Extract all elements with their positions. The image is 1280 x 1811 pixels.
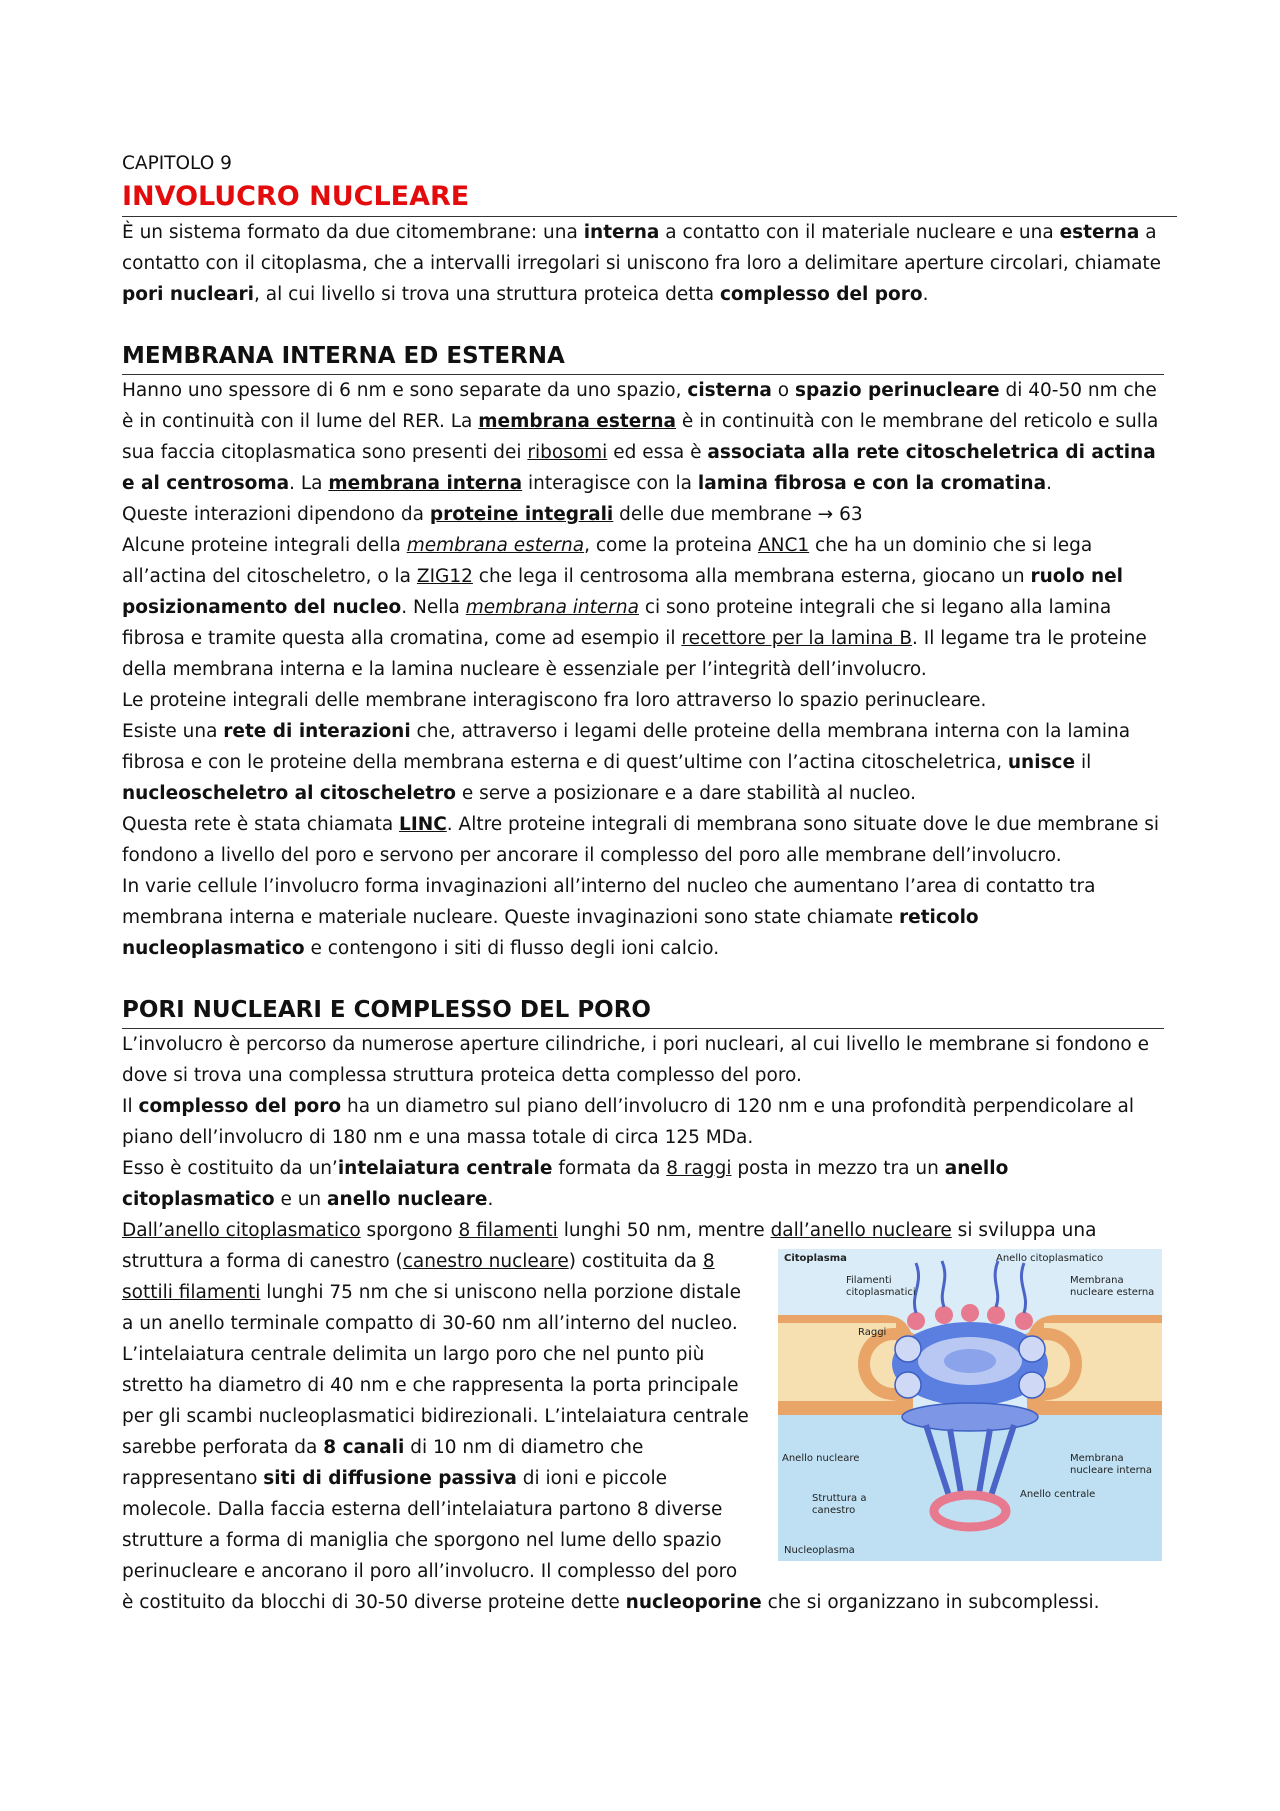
paragraph: L’intelaiatura centrale delimita un largo poro che nel punto più stretto ha diametro di 40 nm e che rappresenta la porta principale per gli scambi nucleoplasmatici bidirezionali. L’intelaiatura centrale sarebbe perforata da 8 canali di 10 nm di diametro che rappresentano siti di diffusione passiva di ioni e piccole molecole. Dalla faccia esterna dell’intelaiatura partono 8 diverse strutture a forma di maniglia che sporgono nel lume dello spazio perinucleare e ancorano il poro all’involucro. Il complesso del poro è costituito da blocchi di 30-50 diverse proteine dette nucleoporine che si organizzano in subcomplessi.: [122, 1344, 1100, 1613]
figure-label: Membrana: [1070, 1275, 1124, 1286]
figure-label: Anello centrale: [1020, 1489, 1096, 1500]
spoke: [895, 1336, 921, 1362]
page-title: INVOLUCRO NUCLEARE: [122, 181, 470, 212]
spoke: [1019, 1336, 1045, 1362]
nuclear-ring: [902, 1403, 1038, 1431]
figure-label: Raggi: [858, 1327, 887, 1338]
figure-label: canestro: [812, 1505, 856, 1516]
figure-label: Anello nucleare: [782, 1453, 860, 1464]
paragraph: Queste interazioni dipendono da proteine integrali delle due membrane → 63: [122, 504, 863, 525]
figure-label: Struttura a: [812, 1493, 867, 1504]
figure-label: Membrana: [1070, 1453, 1124, 1464]
spoke: [1019, 1372, 1045, 1398]
chapter-label: CAPITOLO 9: [122, 153, 232, 174]
figure-label: nucleare interna: [1070, 1465, 1153, 1476]
paragraph: L’involucro è percorso da numerose aperture cilindriche, i pori nucleari, al cui livello le membrane si fondono e dove si trova una complessa struttura proteica detta complesso del poro.: [122, 1034, 1150, 1086]
figure-label: nucleare esterna: [1070, 1287, 1155, 1298]
paragraph: In varie cellule l’involucro forma invaginazioni all’interno del nucleo che aumentano l’area di contatto tra membrana interna e materiale nucleare. Queste invaginazioni sono state chiamate reticolo nucleoplasmatico e contengono i siti di flusso degli ioni calcio.: [122, 876, 1096, 959]
paragraph: Dall’anello citoplasmatico sporgono 8 filamenti lunghi 50 nm, mentre dall’anello nucleare si sviluppa una struttura a forma di canestro ( Citoplasma Anello citoplasmatico Filamenti citoplasmatici Membrana nucleare esterna Raggi Anello nucleare Membrana nucleare interna Anello centrale Struttura a canestro Nucleoplasma canestro nucleare) costituita da 8 sottili filamenti lunghi 75 nm che si uniscono nella porzione distale a un anello terminale compatto di 30-60 nm all’interno del nucleo.: [122, 1215, 1162, 1339]
cytoplasmic-ring-bead: [987, 1306, 1005, 1324]
figure-label: Anello citoplasmatico: [996, 1253, 1104, 1264]
cytoplasmic-ring-bead: [1015, 1312, 1033, 1330]
nuclear-pore-diagram: [778, 1249, 1162, 1561]
cytoplasmic-ring-bead: [935, 1306, 953, 1324]
section-heading-membrane: MEMBRANA INTERNA ED ESTERNA: [122, 343, 565, 369]
spoke: [895, 1372, 921, 1398]
central-ring: [944, 1349, 996, 1373]
intro-paragraph: È un sistema formato da due citomembrane: una interna a contatto con il materiale nucleare e una esterna a contatto con il citoplasma, che a intervalli irregolari si uniscono fra loro a delimitare aperture circolari, chiamate pori nucleari, al cui livello si trova una struttura proteica detta complesso del poro.: [122, 222, 1162, 305]
pores-section-body: [122, 1029, 1162, 1618]
figure-label: Filamenti: [846, 1275, 892, 1286]
paragraph: Hanno uno spessore di 6 nm e sono separate da uno spazio, cisterna o spazio perinucleare di 40-50 nm che è in continuità con il lume del RER. La membrana esterna è in continuità con le membrane del reticolo e sulla sua faccia citoplasmatica sono presenti dei ribosomi ed essa è associata alla rete citoscheletrica di actina e al centrosoma. La membrana interna interagisce con la lamina fibrosa e con la cromatina.: [122, 380, 1159, 494]
arrow-right-icon: →: [817, 504, 834, 525]
cytoplasmic-ring-bead: [907, 1312, 925, 1330]
section-heading-pores: PORI NUCLEARI E COMPLESSO DEL PORO: [122, 997, 651, 1023]
paragraph: Il complesso del poro ha un diametro sul piano dell’involucro di 120 nm e una profondità perpendicolare al piano dell’involucro di 180 nm e una massa totale di circa 125 MDa.: [122, 1096, 1134, 1148]
figure-label: Citoplasma: [784, 1253, 847, 1264]
figure-label: citoplasmatici: [846, 1287, 916, 1298]
paragraph: Esso è costituito da un’intelaiatura centrale formata da 8 raggi posta in mezzo tra un anello citoplasmatico e un anello nucleare.: [122, 1158, 1009, 1210]
paragraph: Questa rete è stata chiamata LINC. Altre proteine integrali di membrana sono situate dove le due membrane si fondono a livello del poro e servono per ancorare il complesso del poro alle membrane dell’involucro.: [122, 814, 1160, 866]
document-body: [122, 150, 1162, 1618]
paragraph: Alcune proteine integrali della membrana esterna, come la proteina ANC1 che ha un dominio che si lega all’actina del citoscheletro, o la ZIG12 che lega il centrosoma alla membrana esterna, giocano un ruolo nel posizionamento del nucleo. Nella membrana interna ci sono proteine integrali che si legano alla lamina fibrosa e tramite questa alla cromatina, come ad esempio il recettore per la lamina B. Il legame tra le proteine della membrana interna e la lamina nucleare è essenziale per l’integrità dell’involucro.: [122, 535, 1147, 680]
cytoplasmic-ring-bead: [961, 1304, 979, 1322]
figure-label: Nucleoplasma: [784, 1545, 855, 1556]
paragraph: Le proteine integrali delle membrane interagiscono fra loro attraverso lo spazio perinucleare.: [122, 690, 987, 711]
nuclear-pore-figure: [778, 1249, 1162, 1561]
nucleoplasm-region: [778, 1409, 1162, 1561]
paragraph: Esiste una rete di interazioni che, attraverso i legami delle proteine della membrana interna con la lamina fibrosa e con le proteine della membrana esterna e di quest’ultime con l’actina citoscheletrica, unisce il nucleoscheletro al citoscheletro e serve a posizionare e a dare stabilità al nucleo.: [122, 721, 1131, 804]
